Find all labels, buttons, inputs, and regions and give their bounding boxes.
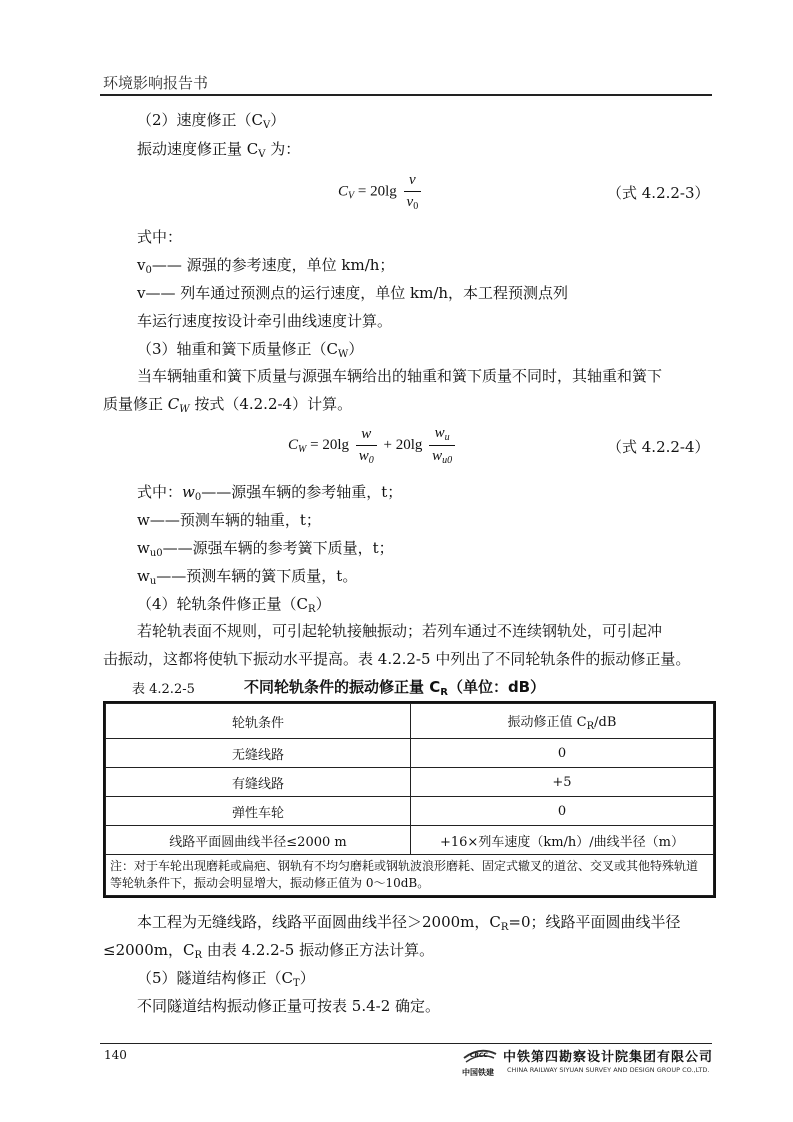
speed-heading: （2）速度修正$(C_V)$	[137, 111, 286, 131]
rail-heading: （4）轮轨条件修正量$(C_R)$	[137, 595, 331, 615]
table-number: 表 4.2.2-5	[132, 682, 195, 697]
header-title: 环境影响报告书	[103, 74, 209, 92]
cell-condition: 线路平面圆曲线半径≤2000 m	[106, 826, 411, 855]
conclusion-line-2: ≤2000m，$C_R$ 由表 4.2.2-5 振动修正方法计算。	[103, 941, 435, 961]
page-number: 140	[104, 1048, 127, 1062]
cell-value: 0	[411, 739, 714, 768]
fraction-v-v0: $\frac{v}{v_0}$	[404, 172, 422, 212]
cell-value: 0	[411, 797, 714, 826]
wu0-definition: $w_{u0}——$源强车辆的参考簧下质量，t；	[137, 539, 394, 559]
svg-text:CRCC: CRCC	[470, 1052, 488, 1059]
v0-definition: $v_0——$ 源强的参考速度，单位 km/h；	[137, 256, 395, 276]
formula-label-4224: （式 4.2.2-4）	[607, 438, 710, 456]
header-cell-condition: 轮轨条件	[106, 704, 411, 739]
company-name-cn: 中铁第四勘察设计院集团有限公司	[503, 1050, 714, 1065]
table-note: 注：对于车轮出现磨耗或扁疤、钢轨有不均匀磨耗或钢轨波浪形磨耗、固定式辙叉的道岔、交叉或其他特殊轨道等轮轨条件下，振动会明显增大，振动修正值为 0～10dB。	[106, 855, 714, 896]
axle-heading: （3）轴重和簧下质量修正$(C_W)$	[137, 340, 364, 360]
tunnel-text: 不同隧道结构振动修正量可按表 5.4-2 确定。	[137, 997, 441, 1015]
conclusion-line-1: 本工程为无缝线路，线路平面圆曲线半径＞2000m，$C_R=0$；线路平面圆曲线半径	[137, 913, 681, 933]
table-title: 不同轮轨条件的振动修正量 $C_R$（单位：dB）	[244, 678, 546, 698]
table-row	[106, 739, 714, 768]
speed-intro: 振动速度修正量 $C_V$ 为：	[137, 140, 301, 160]
table-note-row	[106, 855, 714, 896]
table-row	[106, 826, 714, 855]
fraction-wu-wu0: $\frac{w_u}{w_{u0}}$	[429, 425, 455, 466]
table-row	[106, 797, 714, 826]
footer-divider	[100, 1043, 712, 1044]
fraction-w-w0: $\frac{w}{w_0}$	[356, 426, 377, 466]
table-wheel-rail	[103, 701, 716, 898]
cell-condition: 无缝线路	[106, 739, 411, 768]
wu-definition: $w_u——$预测车辆的簧下质量，t。	[137, 567, 358, 587]
tunnel-heading: （5）隧道结构修正$(C_T)$	[137, 969, 315, 989]
w-definition: w——预测车辆的轴重，t；	[137, 511, 321, 529]
cell-value: +5	[411, 768, 714, 797]
logo-cn-text: 中国铁建	[462, 1068, 494, 1077]
axle-para-1: 当车辆轴重和簧下质量与源强车辆给出的轴重和簧下质量不同时，其轴重和簧下	[137, 367, 663, 385]
rail-para-1: 若轮轨表面不规则，可引起轮轨接触振动；若列车通过不连续钢轨处，可引起冲	[137, 622, 663, 640]
formula-label-4223: （式 4.2.2-3）	[607, 184, 710, 202]
formula-axle: $C_W = 20\lg$ $\frac{w}{w_0}$ + 20lg $\frac{w_u}{w_{u0}}$	[288, 425, 458, 466]
company-name-en: CHINA RAILWAY SIYUAN SURVEY AND DESIGN GROUP CO.,LTD.	[507, 1066, 710, 1074]
cell-condition: 有缝线路	[106, 768, 411, 797]
header-divider	[100, 94, 712, 96]
rail-para-2: 击振动，这都将使轨下振动水平提高。表 4.2.2-5 中列出了不同轮轨条件的振动修正量。	[103, 650, 691, 668]
axle-para-2: 质量修正 $C_W$ 按式（4.2.2-4）计算。	[103, 395, 353, 415]
cell-value: +16×列车速度（km/h）/曲线半径（m）	[411, 826, 714, 855]
formula-speed: $C_V = 20\lg$ $\frac{v}{v_0}$	[338, 172, 424, 212]
v-definition: v—— 列车通过预测点的运行速度，单位 km/h，本工程预测点列	[137, 284, 569, 302]
cell-condition: 弹性车轮	[106, 797, 411, 826]
table-row	[106, 768, 714, 797]
table-header-row	[106, 704, 714, 739]
header-cell-value: 振动修正值 $C_R/dB$	[411, 704, 714, 739]
w0-definition: 式中：$w_0——$源强车辆的参考轴重，t；	[137, 483, 403, 503]
v-definition-cont: 车运行速度按设计牵引曲线速度计算。	[137, 312, 393, 330]
where-label-1: 式中：	[137, 228, 183, 246]
